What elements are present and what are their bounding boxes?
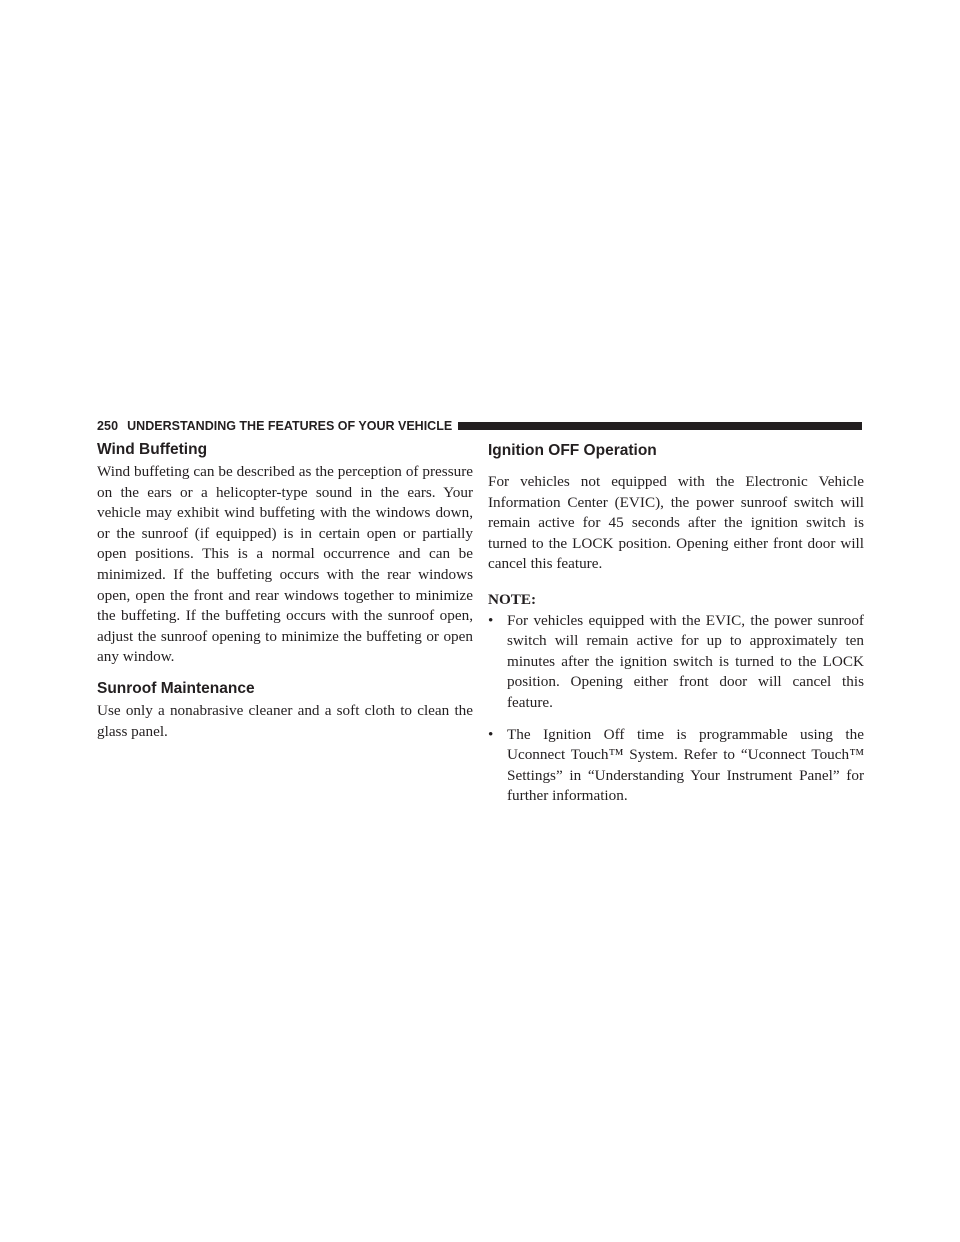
page-header bbox=[97, 419, 862, 433]
note-list bbox=[488, 611, 864, 807]
bullet-icon: • bbox=[488, 725, 494, 743]
sunroof-maintenance-body: Use only a nonabrasive cleaner and a soft cloth to clean the glass panel. bbox=[97, 701, 473, 740]
wind-buffeting-heading: Wind Buffeting bbox=[97, 441, 208, 458]
left-column bbox=[97, 440, 473, 742]
note-item-text: The Ignition Off time is programmable using the Uconnect Touch™ System. Refer to “Uconnect Touch™ Settings” in “Understanding Your Instrument Panel” for further information. bbox=[507, 725, 864, 805]
note-item-text: For vehicles equipped with the EVIC, the power sunroof switch will remain active for up to approximately ten minutes after the ignition switch is turned to the LOCK position. Opening either front door will cancel this feature. bbox=[507, 611, 864, 711]
header-rule bbox=[458, 422, 862, 430]
section-title: UNDERSTANDING THE FEATURES OF YOUR VEHICLE bbox=[127, 419, 453, 433]
ignition-off-heading: Ignition OFF Operation bbox=[488, 442, 657, 459]
note-label: NOTE: bbox=[488, 590, 537, 608]
page-number: 250 bbox=[97, 419, 119, 433]
note-list-item bbox=[488, 725, 864, 807]
wind-buffeting-body: Wind buffeting can be described as the perception of pressure on the ears or a helicopter-type sound in the ears. Your vehicle may exhibit wind buffeting with the windows down, or the sunroof (if equipped) is in certain open or partially open positions. This is a normal occurrence and can be minimized. If the buffeting occurs with the rear windows open, open the front and rear windows together to minimize the buffeting. If the buffeting occurs with the sunroof open, adjust the sunroof opening to minimize the buffeting or open any window. bbox=[97, 463, 473, 666]
sunroof-maintenance-heading: Sunroof Maintenance bbox=[97, 679, 255, 697]
ignition-off-body: For vehicles not equipped with the Electronic Vehicle Information Center (EVIC), the power sunroof switch will remain active for 45 seconds after the ignition switch is turned to the LOCK position. Opening either front door will cancel this feature. bbox=[488, 473, 864, 573]
bullet-icon: • bbox=[488, 611, 494, 629]
right-column bbox=[488, 441, 864, 807]
note-list-item bbox=[488, 611, 864, 714]
